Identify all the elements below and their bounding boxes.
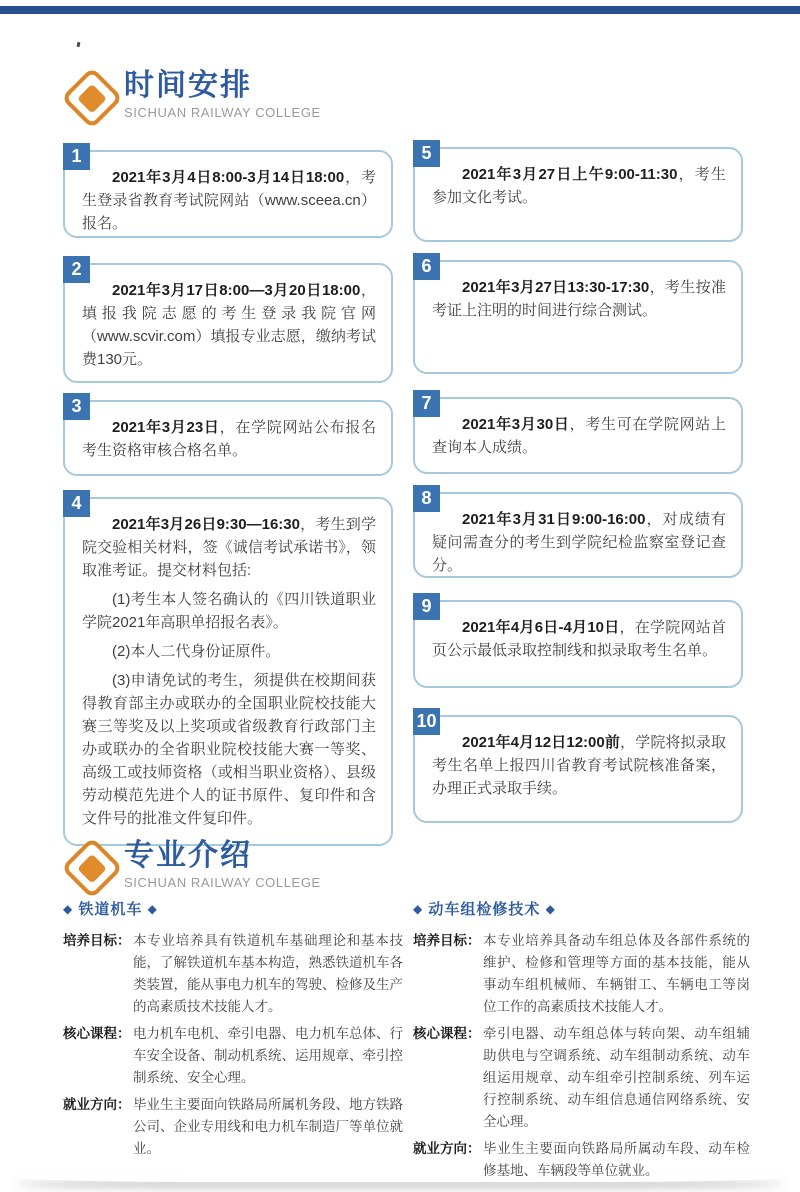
step-text: 2021年3月27日13:30-17:30，考生按准考证上注明的时间进行综合测试。 bbox=[432, 279, 726, 319]
section-title: 专业介绍 bbox=[124, 839, 252, 872]
step-number-badge: 7 bbox=[413, 390, 440, 417]
section-subtitle: SICHUAN RAILWAY COLLEGE bbox=[124, 875, 321, 890]
section-subtitle: SICHUAN RAILWAY COLLEGE bbox=[124, 105, 321, 120]
row-label: 就业方向： bbox=[413, 1141, 481, 1156]
section-title: 时间安排 bbox=[124, 69, 252, 102]
major-row bbox=[413, 1023, 750, 1133]
step-subitem: (2)本人二代身份证原件。 bbox=[112, 643, 281, 660]
majors-section-header bbox=[60, 836, 321, 894]
diamond-logo-icon bbox=[60, 66, 118, 124]
major-row bbox=[413, 930, 750, 1018]
step-number-badge: 4 bbox=[63, 490, 90, 517]
schedule-column-left bbox=[63, 140, 393, 840]
step-text: 2021年4月12日12:00前，学院将拟录取考生名单上报四川省教育考试院核准备案，办理正式录取手续。 bbox=[432, 734, 726, 797]
step-text: 2021年3月26日9:30—16:30，考生到学院交验相关材料，签《诚信考试承诺书》，领取准考证。提交材料包括: bbox=[82, 516, 376, 579]
schedule-step-10 bbox=[413, 711, 743, 823]
schedule-step-9 bbox=[413, 596, 743, 688]
schedule-step-8 bbox=[413, 488, 743, 578]
schedule-step-3 bbox=[63, 396, 393, 476]
top-blue-bar bbox=[0, 6, 800, 14]
step-text: 2021年4月6日-4月10日，在学院网站首页公示最低录取控制线和拟录取考生名单。 bbox=[432, 619, 726, 659]
diamond-bullet-icon: ◆ bbox=[545, 902, 556, 916]
schedule-step-6 bbox=[413, 256, 743, 374]
schedule-column-right bbox=[413, 140, 743, 840]
schedule-step-5 bbox=[413, 143, 743, 242]
step-number-badge: 1 bbox=[63, 143, 90, 170]
step-number-badge: 10 bbox=[413, 708, 440, 735]
row-text: 本专业培养具备动车组总体及各部件系统的维护、检修和管理等方面的基本技能，能从事动车组机械师、车辆钳工、车辆电工等岗位工作的高素质技术技能人才。 bbox=[483, 933, 750, 1014]
step-text: 2021年3月4日8:00-3月14日18:00，考生登录省教育考试院网站（www.sceea.cn）报名。 bbox=[82, 169, 376, 232]
row-label: 培养目标： bbox=[63, 933, 131, 948]
row-text: 牵引电器、动车组总体与转向架、动车组辅助供电与空调系统、动车组制动系统、动车组运用规章、动车组牵引控制系统、列车运行控制系统、动车组信息通信网络系统、安全心理。 bbox=[483, 1026, 750, 1129]
major-title: ◆ 铁道机车 ◆ bbox=[63, 901, 158, 918]
row-label: 核心课程： bbox=[413, 1026, 481, 1041]
schedule-step-7 bbox=[413, 393, 743, 474]
schedule-section-header bbox=[60, 66, 321, 124]
major-title: ◆ 动车组检修技术 ◆ bbox=[413, 901, 556, 918]
step-number-badge: 3 bbox=[63, 393, 90, 420]
row-text: 毕业生主要面向铁路局所属动车段、动车检修基地、车辆段等单位就业。 bbox=[483, 1141, 750, 1178]
diamond-bullet-icon: ◆ bbox=[63, 902, 74, 916]
step-number-badge: 2 bbox=[63, 256, 90, 283]
major-railway-locomotive bbox=[63, 898, 403, 1165]
major-row bbox=[63, 1023, 403, 1089]
step-text: 2021年3月31日9:00-16:00，对成绩有疑问需查分的考生到学院纪检监察室登记查分。 bbox=[432, 511, 726, 574]
step-text: 2021年3月27日上午9:00-11:30，考生参加文化考试。 bbox=[432, 166, 726, 206]
step-text: 2021年3月30日，考生可在学院网站上查询本人成绩。 bbox=[432, 416, 726, 456]
row-label: 就业方向： bbox=[63, 1097, 131, 1112]
step-subitem: (3)申请免试的考生，须提供在校期间获得教育部主办或联办的全国职业院校技能大赛三等奖及以上奖项或省级教育行政部门主办或联办的全省职业院校技能大赛一等奖、高级工或技师资格（或相当职业资格）、县级劳动模范先进个人的证书原件、复印件和含文件号的批准文件复印件。 bbox=[82, 672, 376, 827]
major-row bbox=[63, 1094, 403, 1160]
schedule-step-1 bbox=[63, 146, 393, 238]
diamond-logo-icon bbox=[60, 836, 118, 894]
step-number-badge: 6 bbox=[413, 253, 440, 280]
row-label: 培养目标： bbox=[413, 933, 481, 948]
diamond-bullet-icon: ◆ bbox=[413, 902, 424, 916]
step-subitem: (1)考生本人签名确认的《四川铁道职业学院2021年高职单招报名表》。 bbox=[82, 591, 376, 631]
schedule-step-2 bbox=[63, 259, 393, 383]
step-text: 2021年3月23日，在学院网站公布报名考生资格审核合格名单。 bbox=[82, 419, 376, 459]
step-number-badge: 5 bbox=[413, 140, 440, 167]
major-emu-maintenance bbox=[413, 898, 750, 1187]
stray-mark bbox=[76, 42, 80, 48]
schedule-step-4 bbox=[63, 493, 393, 846]
major-row bbox=[63, 930, 403, 1018]
diamond-bullet-icon: ◆ bbox=[147, 902, 158, 916]
row-text: 本专业培养具有铁道机车基础理论和基本技能，了解铁道机车基本构造，熟悉铁道机车各类装置，能从事电力机车的驾驶、检修及生产的高素质技术技能人才。 bbox=[133, 933, 403, 1014]
row-label: 核心课程： bbox=[63, 1026, 131, 1041]
page-bottom-shadow bbox=[14, 1172, 786, 1182]
step-text: 2021年3月17日8:00—3月20日18:00，填报我院志愿的考生登录我院官网（www.scvir.com）填报专业志愿，缴纳考试费130元。 bbox=[82, 282, 376, 368]
row-text: 电力机车电机、牵引电器、电力机车总体、行车安全设备、制动机系统、运用规章、牵引控制系统、安全心理。 bbox=[133, 1026, 403, 1085]
step-number-badge: 9 bbox=[413, 593, 440, 620]
step-number-badge: 8 bbox=[413, 485, 440, 512]
row-text: 毕业生主要面向铁路局所属机务段、地方铁路公司、企业专用线和电力机车制造厂等单位就业。 bbox=[133, 1097, 403, 1156]
